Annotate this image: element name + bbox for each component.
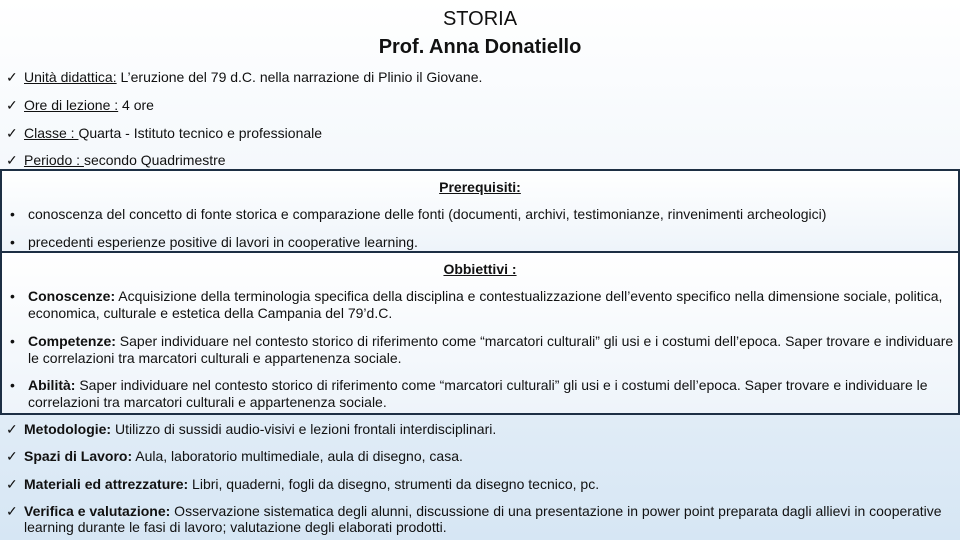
check-icon: ✓ [6,97,18,113]
item-label: Spazi di Lavoro: [24,448,133,464]
item-value: Libri, quaderni, fogli da disegno, strumenti da disegno tecnico, pc. [188,476,600,492]
list-item [6,476,951,493]
info-value: Quarta - Istituto tecnico e professionale [78,125,323,141]
item-label: Abilità: [28,377,76,393]
info-value: L’eruzione del 79 d.C. nella narrazione di Plinio il Giovane. [116,69,483,85]
check-icon: ✓ [6,503,18,519]
page-subtitle: Prof. Anna Donatiello [378,36,582,58]
obiettivi-box [0,251,960,415]
info-label: Ore di lezione : [24,97,119,113]
item-label: Verifica e valutazione: [24,503,171,519]
info-label: Periodo : [24,152,84,168]
list-item [6,503,951,535]
check-icon: ✓ [6,448,18,464]
bullet-icon: • [10,288,15,304]
list-item [6,448,951,465]
check-icon: ✓ [6,421,18,437]
check-icon: ✓ [6,69,18,85]
list-item [10,377,955,411]
prerequisiti-box [0,169,960,253]
bullet-icon: • [10,333,15,349]
item-value: Utilizzo di sussidi audio-visivi e lezioni frontali interdisciplinari. [111,421,497,437]
item-label: Competenze: [28,333,116,349]
info-item-unita [6,69,482,85]
check-icon: ✓ [6,476,18,492]
prerequisiti-heading: Prerequisiti: [439,179,521,195]
bullet-icon: • [10,377,15,393]
bullet-icon: • [10,206,15,222]
check-icon: ✓ [6,152,18,168]
list-item [10,288,955,322]
item-label: Metodologie: [24,421,112,437]
list-item: • conoscenza del concetto di fonte storica e comparazione delle fonti (documenti, archivi, testimonianze, rinvenimenti archeologici) [10,206,827,222]
bullet-icon: • [10,234,15,250]
info-value: secondo Quadrimestre [83,152,226,168]
info-item-classe [6,125,322,141]
item-value: Aula, laboratorio multimediale, aula di disegno, casa. [132,448,463,464]
info-item-periodo [6,152,226,168]
info-label: Classe : [24,125,79,141]
obiettivi-heading: Obbiettivi : [443,261,517,277]
item-value: Saper individuare nel contesto storico di riferimento come “marcatori culturali” gli usi e i costumi dell’epoca. Saper trovare e individuare le correlazioni tra marcatori culturali e appartenenza sociale. [28,333,954,366]
item-value: Saper individuare nel contesto storico di riferimento come “marcatori culturali” gli usi e i costumi dell’epoca. Saper trovare e individuare le correlazioni tra marcatori culturali e appartenenza sociale. [28,377,928,410]
item-label: Conoscenze: [28,288,116,304]
list-item [10,333,955,367]
list-item: • precedenti esperienze positive di lavori in cooperative learning. [10,234,418,250]
info-label: Unità didattica: [24,69,117,85]
info-value: 4 ore [118,97,154,113]
check-icon: ✓ [6,125,18,141]
info-item-ore [6,97,154,113]
item-value: Osservazione sistematica degli alunni, discussione di una presentazione in power point preparata dagli allievi in cooperative learning durante le fasi di lavoro; valutazione degli elaborati prodotti. [24,503,942,535]
item-value: Acquisizione della terminologia specifica della disciplina e contestualizzazione dell’evento specifico nella dimensione sociale, politica, economica, culturale e estetica della Campania del 79’d.C. [28,288,943,321]
item-label: Materiali ed attrezzature: [24,476,189,492]
list-item [6,421,951,438]
page-title: STORIA [442,8,518,30]
